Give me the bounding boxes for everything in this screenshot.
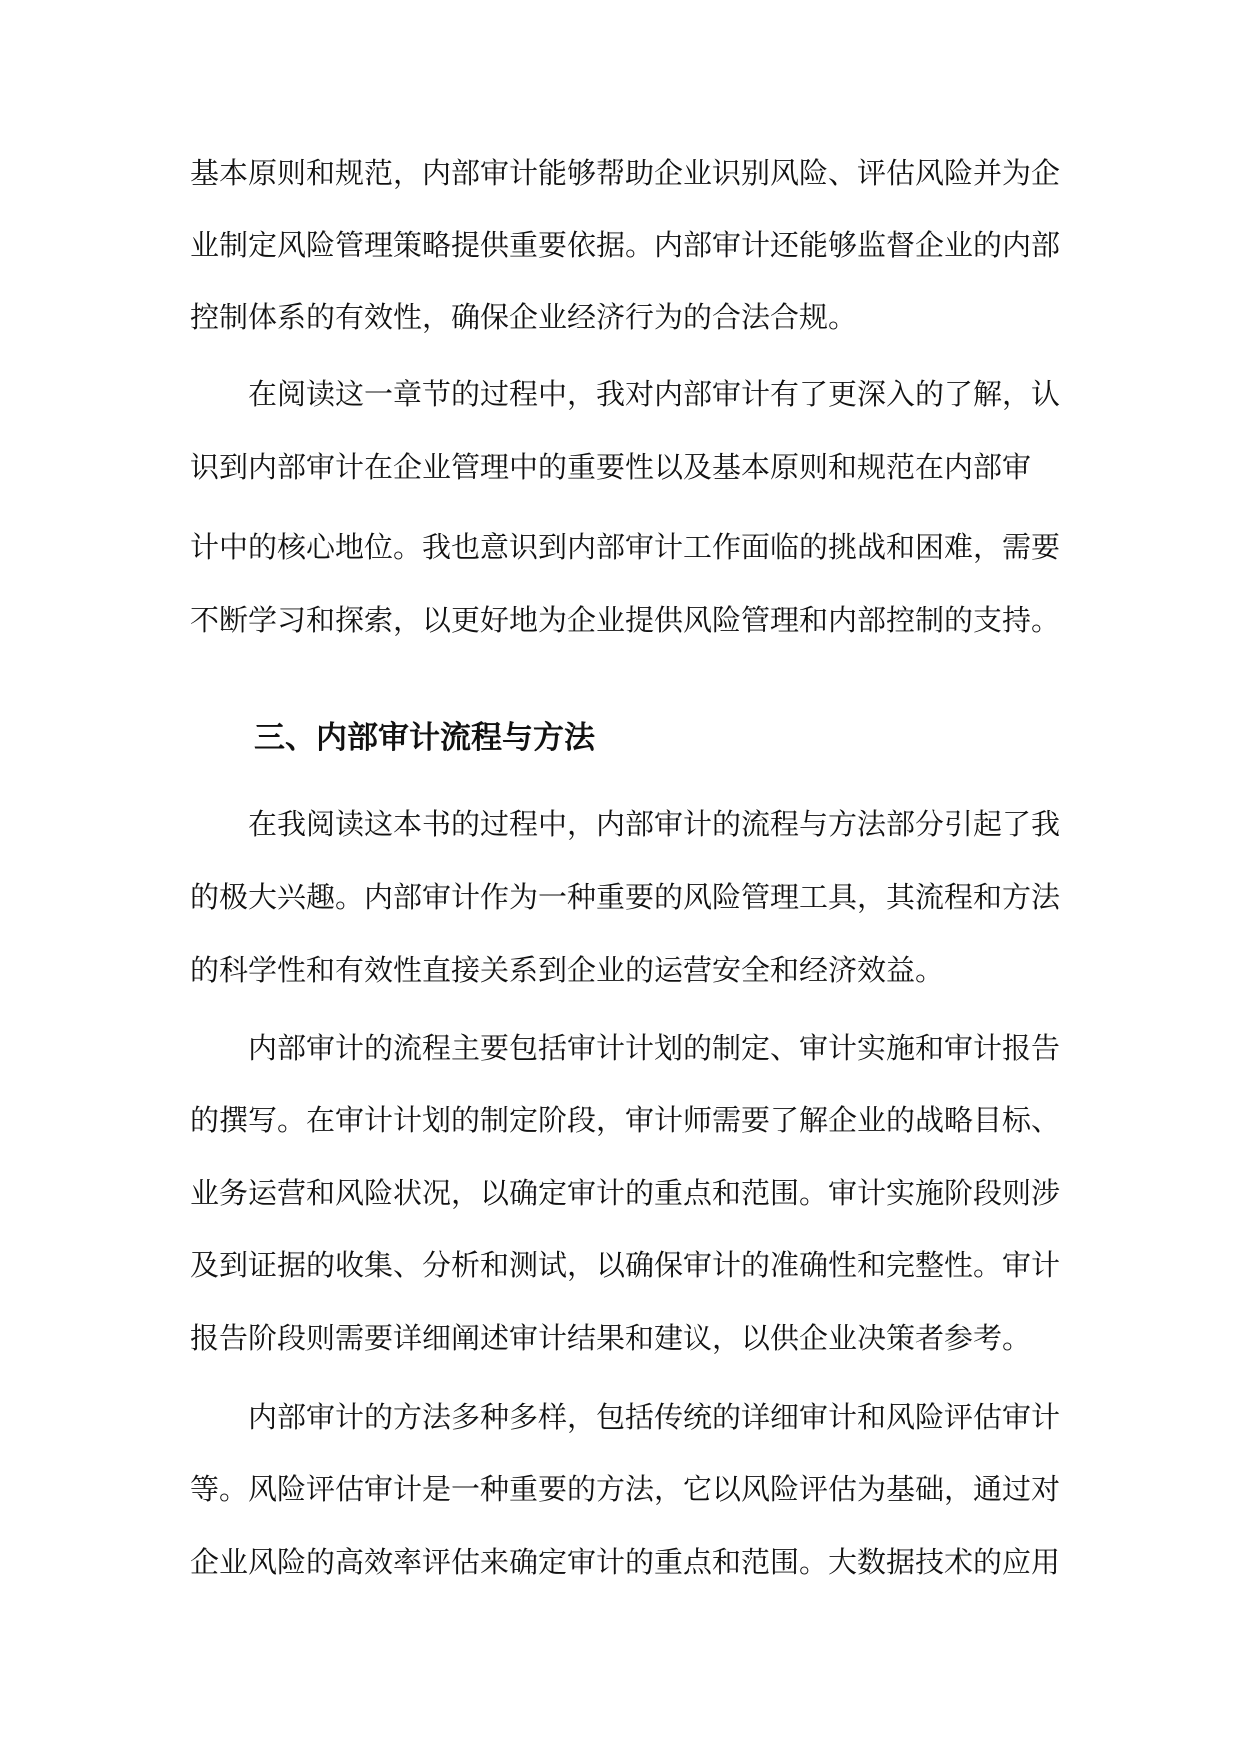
paragraph-2-line-4: 不断学习和探索，以更好地为企业提供风险管理和内部控制的支持。 (190, 603, 1061, 637)
paragraph-3-line-3: 的科学性和有效性直接关系到企业的运营安全和经济效益。 (190, 953, 945, 987)
paragraph-2-line-2: 识到内部审计在企业管理中的重要性以及基本原则和规范在内部审 (190, 450, 1032, 484)
paragraph-2-line-1: 在阅读这一章节的过程中，我对内部审计有了更深入的了解，认 (248, 377, 1061, 411)
paragraph-4-line-2: 的撰写。在审计计划的制定阶段，审计师需要了解企业的战略目标、 (190, 1103, 1061, 1137)
section-heading: 三、内部审计流程与方法 (254, 720, 595, 756)
paragraph-2-line-3: 计中的核心地位。我也意识到内部审计工作面临的挑战和困难，需要 (190, 530, 1061, 564)
paragraph-4-line-5: 报告阶段则需要详细阐述审计结果和建议，以供企业决策者参考。 (190, 1321, 1032, 1355)
paragraph-4-line-4: 及到证据的收集、分析和测试，以确保审计的准确性和完整性。审计 (190, 1248, 1061, 1282)
paragraph-3-line-2: 的极大兴趣。内部审计作为一种重要的风险管理工具，其流程和方法 (190, 880, 1061, 914)
paragraph-1-line-3: 控制体系的有效性，确保企业经济行为的合法合规。 (190, 300, 858, 334)
paragraph-4-line-1: 内部审计的流程主要包括审计计划的制定、审计实施和审计报告 (248, 1031, 1061, 1065)
paragraph-4-line-3: 业务运营和风险状况，以确定审计的重点和范围。审计实施阶段则涉 (190, 1176, 1061, 1210)
paragraph-1-line-1: 基本原则和规范，内部审计能够帮助企业识别风险、评估风险并为企 (190, 156, 1061, 190)
paragraph-3-line-1: 在我阅读这本书的过程中，内部审计的流程与方法部分引起了我 (248, 807, 1061, 841)
paragraph-5-line-1: 内部审计的方法多种多样，包括传统的详细审计和风险评估审计 (248, 1400, 1061, 1434)
paragraph-5-line-2: 等。风险评估审计是一种重要的方法，它以风险评估为基础，通过对 (190, 1472, 1061, 1506)
paragraph-5-line-3: 企业风险的高效率评估来确定审计的重点和范围。大数据技术的应用 (190, 1545, 1061, 1579)
paragraph-1-line-2: 业制定风险管理策略提供重要依据。内部审计还能够监督企业的内部 (190, 228, 1061, 262)
